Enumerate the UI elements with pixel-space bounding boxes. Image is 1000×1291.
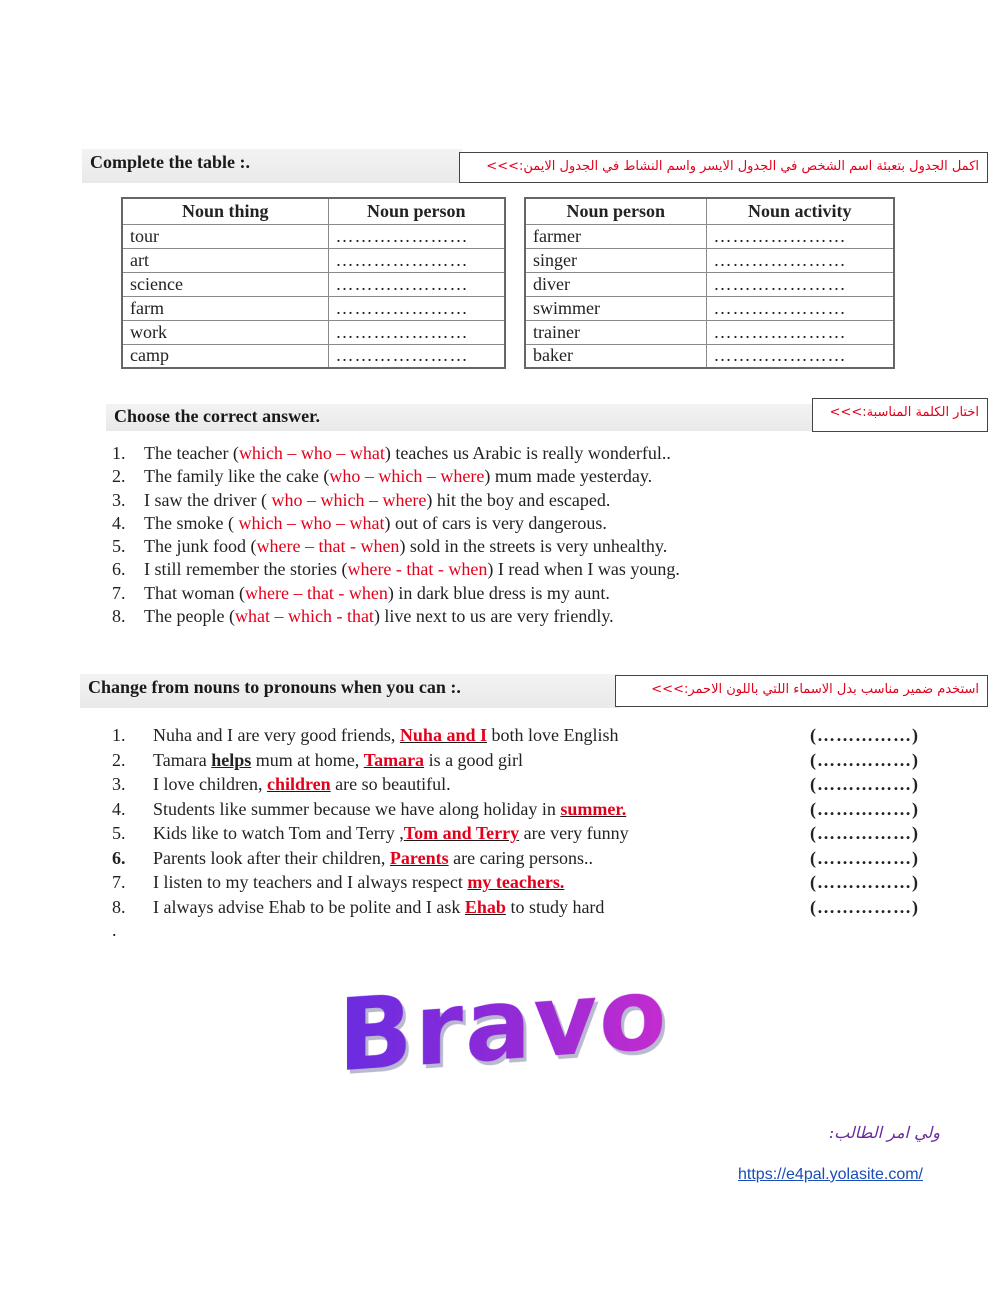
answer-blank[interactable]: ………………… (328, 296, 505, 320)
answer-blank[interactable]: ………………… (706, 344, 894, 368)
answer-blank[interactable]: ………………… (328, 248, 505, 272)
list-item (112, 723, 942, 748)
highlighted-noun: Parents (389, 847, 449, 868)
list-item (112, 821, 942, 846)
table-row (122, 320, 505, 344)
answer-options[interactable]: what – which - that (234, 606, 374, 627)
sentence-part: The family like the cake ( (144, 466, 330, 487)
table-row (525, 320, 894, 344)
item-number: 6. (112, 847, 126, 868)
sentence-part: ) sold in the streets is very unhealthy. (399, 536, 668, 557)
list-item (112, 489, 680, 512)
answer-blank[interactable]: ………………… (706, 272, 894, 296)
answer-blank[interactable]: (……………) (810, 774, 919, 794)
table-cell: art (122, 248, 328, 272)
answer-blank[interactable]: (……………) (810, 798, 919, 819)
answer-blank[interactable]: ………………… (328, 344, 505, 368)
answer-options[interactable]: who – which – where (329, 466, 485, 487)
list-item (112, 748, 942, 773)
sentence-part: is a good girl (424, 749, 524, 770)
highlighted-noun: my teachers. (467, 872, 565, 892)
table-row (122, 296, 505, 320)
sentence-part: ) out of cars is very dangerous. (384, 512, 607, 533)
bold-verb: helps (211, 749, 252, 770)
table-header: Noun activity (706, 198, 894, 224)
item-number: 4. (112, 798, 126, 819)
sentence-part: The people ( (144, 606, 235, 627)
sentence-part: ) in dark blue dress is my aunt. (387, 582, 610, 603)
table-cell: swimmer (525, 296, 706, 320)
table-header: Noun thing (122, 198, 328, 224)
table-row (122, 272, 505, 296)
bravo-wordart: Bravo (338, 955, 669, 1095)
sentence-part: I saw the driver ( (144, 489, 272, 510)
list-item (112, 558, 680, 581)
table-row (525, 248, 894, 272)
arabic-instruction-table: اكمل الجدول بتعبئة اسم الشخص في الجدول الايسر واسم النشاط في الجدول الايمن:>>> (459, 152, 988, 183)
highlighted-noun: children (266, 774, 331, 794)
item-number: 3. (112, 489, 126, 510)
sentence-part: to study hard (505, 896, 605, 917)
item-number: 5. (112, 536, 126, 557)
answer-options[interactable]: where - that - when (347, 559, 488, 580)
sentence-part: are caring persons.. (448, 847, 594, 868)
list-item (112, 582, 680, 605)
table-cell: tour (122, 224, 328, 248)
noun-person-activity-table (524, 197, 895, 369)
answer-blank[interactable]: (……………) (810, 872, 919, 892)
table-header: Noun person (328, 198, 505, 224)
highlighted-noun: Nuha and I (399, 725, 487, 745)
table-cell: diver (525, 272, 706, 296)
highlighted-noun: Ehab (464, 896, 506, 917)
sentence-part: Parents look after their children, (153, 847, 390, 868)
sentence-part: I love children, (153, 774, 267, 794)
arabic-instruction-choose: اختار الكلمة المناسبة:>>> (812, 398, 988, 432)
guardian-signature-label: ولي امر الطالب: (828, 1123, 940, 1142)
pronoun-list (112, 723, 942, 919)
list-item (112, 870, 942, 895)
item-number: 6. (112, 559, 126, 580)
table-cell: science (122, 272, 328, 296)
section-title-choose-answer: Choose the correct answer. (106, 404, 816, 431)
item-number: 3. (112, 774, 126, 794)
list-item (112, 465, 680, 488)
sentence-part: are so beautiful. (330, 774, 451, 794)
answer-blank[interactable]: (……………) (810, 823, 919, 843)
sentence-part: mum at home, (251, 749, 364, 770)
sentence-part: That woman ( (144, 582, 245, 603)
highlighted-noun: Tamara (363, 749, 425, 770)
answer-blank[interactable]: (……………) (810, 847, 919, 868)
table-row (122, 248, 505, 272)
list-item (112, 797, 942, 822)
table-row (525, 272, 894, 296)
sentence-part: ) I read when I was young. (487, 559, 680, 580)
sentence-part: ) live next to us are very friendly. (373, 606, 614, 627)
sentence-part: I listen to my teachers and I always respect (153, 872, 468, 892)
sentence-part: The junk food ( (144, 536, 257, 557)
table-row (122, 344, 505, 368)
answer-blank[interactable]: (……………) (810, 896, 919, 917)
list-item (112, 772, 942, 797)
table-cell: farmer (525, 224, 706, 248)
table-row (122, 224, 505, 248)
table-cell: singer (525, 248, 706, 272)
answer-blank[interactable]: ………………… (328, 224, 505, 248)
answer-blank[interactable]: (……………) (810, 749, 919, 770)
answer-options[interactable]: who – which – where (271, 489, 427, 510)
list-item (112, 605, 680, 628)
list-item (112, 442, 680, 465)
choose-answer-list (112, 442, 680, 628)
item-number: 7. (112, 872, 126, 892)
answer-blank[interactable]: (……………) (810, 725, 919, 745)
list-item (112, 895, 942, 920)
item-number: 4. (112, 512, 126, 533)
item-number: 2. (112, 466, 126, 487)
section-title-complete-table: Complete the table :. (82, 149, 462, 183)
item-number: 8. (112, 896, 126, 917)
item-number: 5. (112, 823, 126, 843)
table-cell: trainer (525, 320, 706, 344)
item-number: 8. (112, 606, 126, 627)
item-number: 1. (112, 443, 126, 463)
sentence-part: both love English (486, 725, 619, 745)
noun-thing-person-table (121, 197, 506, 369)
table-row (525, 224, 894, 248)
sentence-part: Kids like to watch Tom and Terry , (153, 823, 404, 843)
answer-options[interactable]: where – that - when (244, 582, 388, 603)
highlighted-noun: Tom and Terry (403, 823, 520, 843)
answer-options[interactable]: where – that - when (256, 536, 400, 557)
table-header: Noun person (525, 198, 706, 224)
section-title-change-pronouns: Change from nouns to pronouns when you can :. (80, 674, 620, 708)
answer-blank[interactable]: ………………… (328, 272, 505, 296)
sentence-part: Tamara (153, 749, 212, 770)
trailing-dot: . (112, 920, 117, 940)
sentence-part: ) hit the boy and escaped. (426, 489, 611, 510)
highlighted-noun: summer. (560, 798, 627, 819)
table-row (525, 344, 894, 368)
answer-options[interactable]: which – who – what (238, 443, 385, 463)
sentence-part: I always advise Ehab to be polite and I ask (153, 896, 465, 917)
sentence-part: Students like summer because we have along holiday in (153, 798, 561, 819)
table-row (525, 296, 894, 320)
list-item (112, 512, 680, 535)
table-cell: work (122, 320, 328, 344)
answer-blank[interactable]: ………………… (706, 248, 894, 272)
sentence-part: Nuha and I are very good friends, (153, 725, 400, 745)
item-number: 2. (112, 749, 126, 770)
sentence-part: are very funny (519, 823, 629, 843)
sentence-part: I still remember the stories ( (144, 559, 348, 580)
website-link[interactable]: https://e4pal.yolasite.com/ (738, 1166, 923, 1183)
list-item (112, 846, 942, 871)
sentence-part: ) teaches us Arabic is really wonderful.. (384, 443, 671, 463)
table-cell: camp (122, 344, 328, 368)
item-number: 1. (112, 725, 126, 745)
sentence-part: ) mum made yesterday. (484, 466, 653, 487)
table-cell: baker (525, 344, 706, 368)
answer-blank[interactable]: ………………… (706, 224, 894, 248)
answer-options[interactable]: which – who – what (238, 512, 385, 533)
answer-blank[interactable]: ………………… (328, 320, 505, 344)
answer-blank[interactable]: ………………… (706, 320, 894, 344)
item-number: 7. (112, 582, 126, 603)
table-cell: farm (122, 296, 328, 320)
sentence-part: The smoke ( (144, 512, 239, 533)
list-item (112, 535, 680, 558)
sentence-part: The teacher ( (144, 443, 239, 463)
answer-blank[interactable]: ………………… (706, 296, 894, 320)
arabic-instruction-pronouns: استخدم ضمير مناسب بدل الاسماء اللتي باللون الاحمر:>>> (615, 675, 988, 707)
